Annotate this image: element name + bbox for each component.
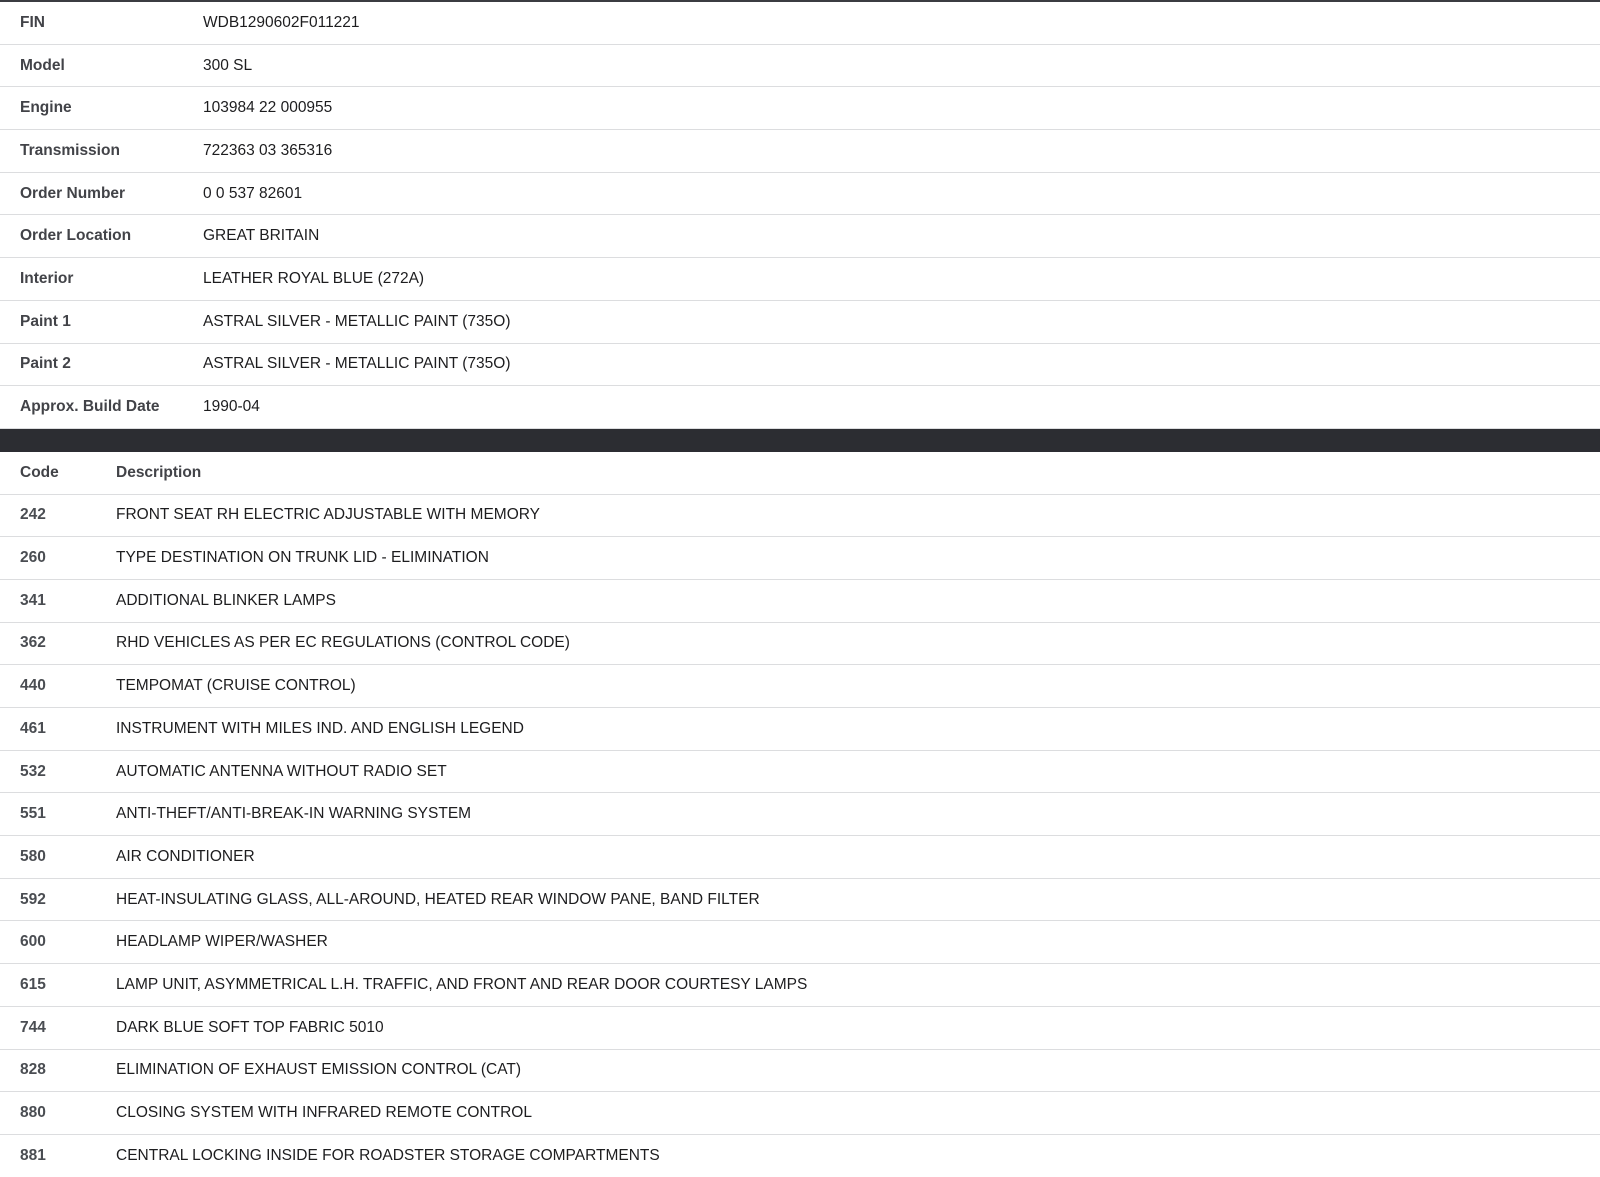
option-description: ELIMINATION OF EXHAUST EMISSION CONTROL (CAT) [116,1049,1600,1092]
option-code: 580 [0,836,116,879]
option-code-row [0,537,1600,580]
info-row [0,172,1600,215]
info-label: Interior [0,258,203,301]
option-code: 341 [0,579,116,622]
option-description: HEAT-INSULATING GLASS, ALL-AROUND, HEATED REAR WINDOW PANE, BAND FILTER [116,878,1600,921]
option-description: CENTRAL LOCKING INSIDE FOR ROADSTER STORAGE COMPARTMENTS [116,1134,1600,1177]
vehicle-info-table [0,2,1600,429]
option-description: RHD VEHICLES AS PER EC REGULATIONS (CONTROL CODE) [116,622,1600,665]
info-row [0,343,1600,386]
option-code-row [0,708,1600,751]
option-description: ADDITIONAL BLINKER LAMPS [116,579,1600,622]
info-value: LEATHER ROYAL BLUE (272A) [203,258,1600,301]
option-codes-header [0,452,1600,494]
option-code-row [0,579,1600,622]
option-code: 551 [0,793,116,836]
option-description: TEMPOMAT (CRUISE CONTROL) [116,665,1600,708]
info-value: 1990-04 [203,386,1600,429]
info-value: 722363 03 365316 [203,130,1600,173]
option-code-row [0,921,1600,964]
option-description: LAMP UNIT, ASYMMETRICAL L.H. TRAFFIC, AND FRONT AND REAR DOOR COURTESY LAMPS [116,964,1600,1007]
option-code: 828 [0,1049,116,1092]
option-description: HEADLAMP WIPER/WASHER [116,921,1600,964]
option-code-row [0,665,1600,708]
info-value: ASTRAL SILVER - METALLIC PAINT (735O) [203,343,1600,386]
option-code: 592 [0,878,116,921]
option-code: 461 [0,708,116,751]
option-description: AIR CONDITIONER [116,836,1600,879]
option-code: 615 [0,964,116,1007]
info-label: Paint 1 [0,300,203,343]
option-description: CLOSING SYSTEM WITH INFRARED REMOTE CONTROL [116,1092,1600,1135]
option-code-row [0,964,1600,1007]
info-row [0,44,1600,87]
option-description: ANTI-THEFT/ANTI-BREAK-IN WARNING SYSTEM [116,793,1600,836]
option-description: FRONT SEAT RH ELECTRIC ADJUSTABLE WITH MEMORY [116,494,1600,537]
info-label: Order Location [0,215,203,258]
header-row [0,452,1600,494]
option-code-row [0,622,1600,665]
vehicle-info-body [0,2,1600,428]
option-code: 242 [0,494,116,537]
info-row [0,258,1600,301]
option-code: 881 [0,1134,116,1177]
option-code: 440 [0,665,116,708]
info-label: Engine [0,87,203,130]
option-code-row [0,878,1600,921]
info-row [0,386,1600,429]
option-code-row [0,494,1600,537]
option-code: 744 [0,1006,116,1049]
info-label: Approx. Build Date [0,386,203,429]
option-description: AUTOMATIC ANTENNA WITHOUT RADIO SET [116,750,1600,793]
option-codes-body [0,494,1600,1177]
info-value: 103984 22 000955 [203,87,1600,130]
code-column-header: Code [0,452,116,494]
option-description: TYPE DESTINATION ON TRUNK LID - ELIMINATION [116,537,1600,580]
info-label: Order Number [0,172,203,215]
option-codes-table [0,452,1600,1177]
option-description: DARK BLUE SOFT TOP FABRIC 5010 [116,1006,1600,1049]
info-row [0,215,1600,258]
info-row [0,87,1600,130]
option-code: 260 [0,537,116,580]
option-code: 532 [0,750,116,793]
option-code-row [0,1049,1600,1092]
option-code: 880 [0,1092,116,1135]
info-value: WDB1290602F011221 [203,2,1600,44]
info-row [0,300,1600,343]
info-value: ASTRAL SILVER - METALLIC PAINT (735O) [203,300,1600,343]
info-value: 300 SL [203,44,1600,87]
description-column-header: Description [116,452,1600,494]
option-code: 362 [0,622,116,665]
option-description: INSTRUMENT WITH MILES IND. AND ENGLISH LEGEND [116,708,1600,751]
option-code-row [0,836,1600,879]
info-label: Paint 2 [0,343,203,386]
option-code-row [0,1134,1600,1177]
option-code-row [0,1092,1600,1135]
info-row [0,2,1600,44]
option-code-row [0,750,1600,793]
section-divider-bar [0,429,1600,452]
option-code: 600 [0,921,116,964]
info-value: GREAT BRITAIN [203,215,1600,258]
info-row [0,130,1600,173]
option-code-row [0,1006,1600,1049]
info-value: 0 0 537 82601 [203,172,1600,215]
info-label: Model [0,44,203,87]
info-label: FIN [0,2,203,44]
option-code-row [0,793,1600,836]
info-label: Transmission [0,130,203,173]
